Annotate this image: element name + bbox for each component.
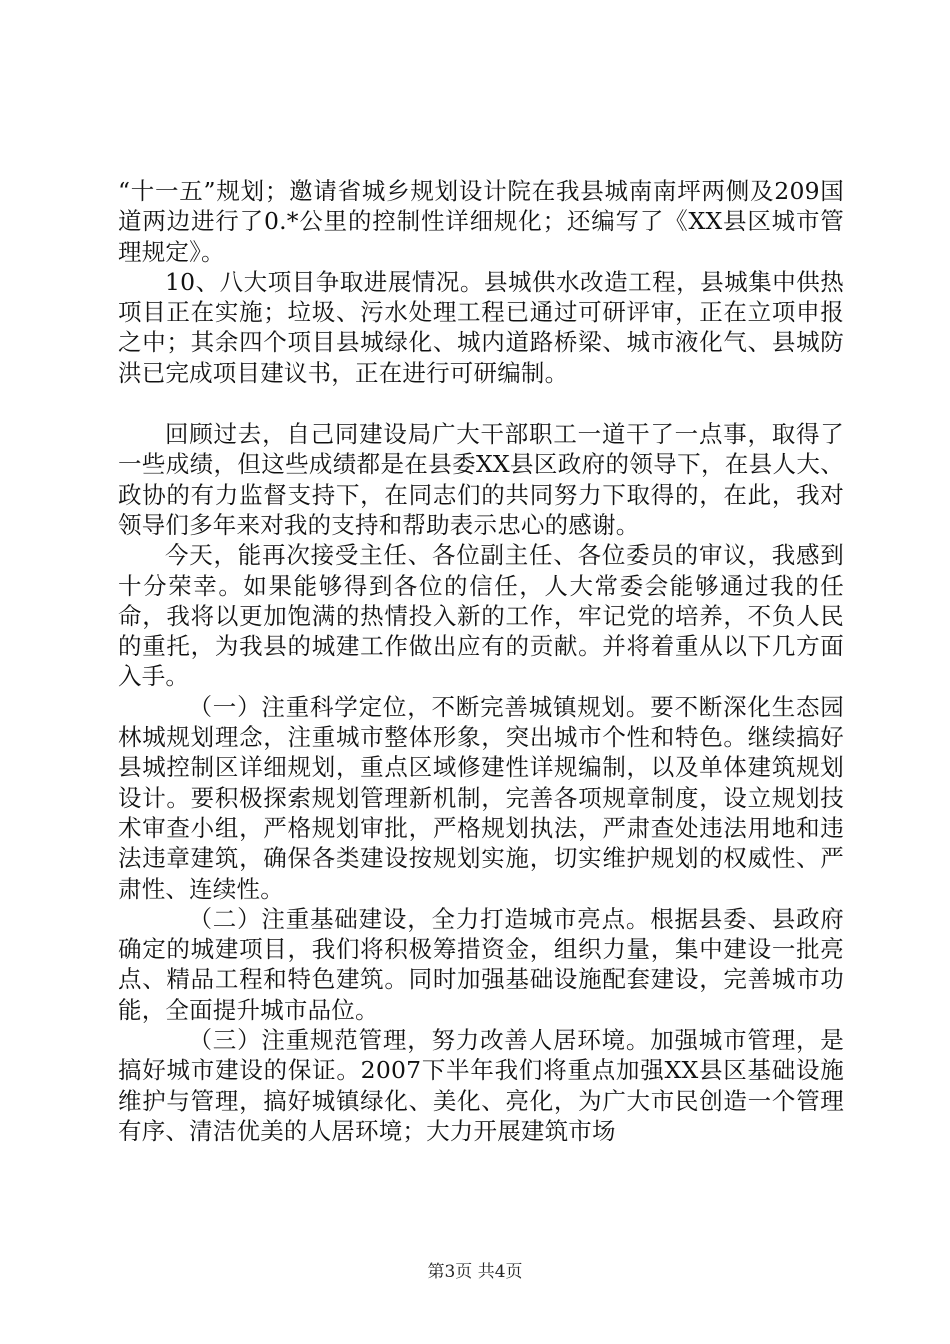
paragraph-review: 回顾过去，自己同建设局广大干部职工一道干了一点事，取得了一些成绩，但这些成绩都是在县委XX县区政府的领导下，在县人大、政协的有力监督支持下，在同志们的共同努力下取得的，在此，我对领导们多年来对我的支持和帮助表示忠心的感谢。 bbox=[118, 420, 844, 539]
document-body bbox=[118, 176, 844, 1146]
paragraph-point-one: （一）注重科学定位，不断完善城镇规划。要不断深化生态园林城规划理念，注重城市整体形象，突出城市个性和特色。继续搞好县城控制区详细规划，重点区域修建性详规编制，以及单体建筑规划设计。要积极探索规划管理新机制，完善各项规章制度，设立规划技术审查小组，严格规划审批，严格规划执法，严肃查处违法用地和违法违章建筑，确保各类建设按规划实施，切实维护规划的权威性、严肃性、连续性。 bbox=[118, 692, 844, 903]
paragraph-today: 今天，能再次接受主任、各位副主任、各位委员的审议，我感到十分荣幸。如果能够得到各位的信任，人大常委会能够通过我的任命，我将以更加饱满的热情投入新的工作，牢记党的培养，不负人民的重托，为我县的城建工作做出应有的贡献。并将着重从以下几方面入手。 bbox=[118, 541, 844, 691]
paragraph-planning-continued: “十一五”规划；邀请省城乡规划设计院在我县城南南坪两侧及209国道两边进行了0.*公里的控制性详细规化；还编写了《XX县区城市管理规定》。 bbox=[118, 177, 844, 266]
paragraph-point-three: （三）注重规范管理，努力改善人居环境。加强城市管理，是搞好城市建设的保证。2007下半年我们将重点加强XX县区基础设施维护与管理，搞好城镇绿化、美化、亮化，为广大市民创造一个管理有序、清洁优美的人居环境；大力开展建筑市场 bbox=[118, 1026, 844, 1145]
paragraph-point-two: （二）注重基础建设，全力打造城市亮点。根据县委、县政府确定的城建项目，我们将积极筹措资金，组织力量，集中建设一批亮点、精品工程和特色建筑。同时加强基础设施配套建设，完善城市功能，全面提升城市品位。 bbox=[118, 904, 844, 1024]
paragraph-gap bbox=[118, 388, 844, 419]
paragraph-eight-projects: 10、八大项目争取进展情况。县城供水改造工程，县城集中供热项目正在实施；垃圾、污水处理工程已通过可研评审，正在立项申报之中；其余四个项目县城绿化、城内道路桥梁、城市液化气、县城防洪已完成项目建议书，正在进行可研编制。 bbox=[118, 267, 844, 387]
page-number-footer: 第3页 共4页 bbox=[427, 1262, 523, 1282]
